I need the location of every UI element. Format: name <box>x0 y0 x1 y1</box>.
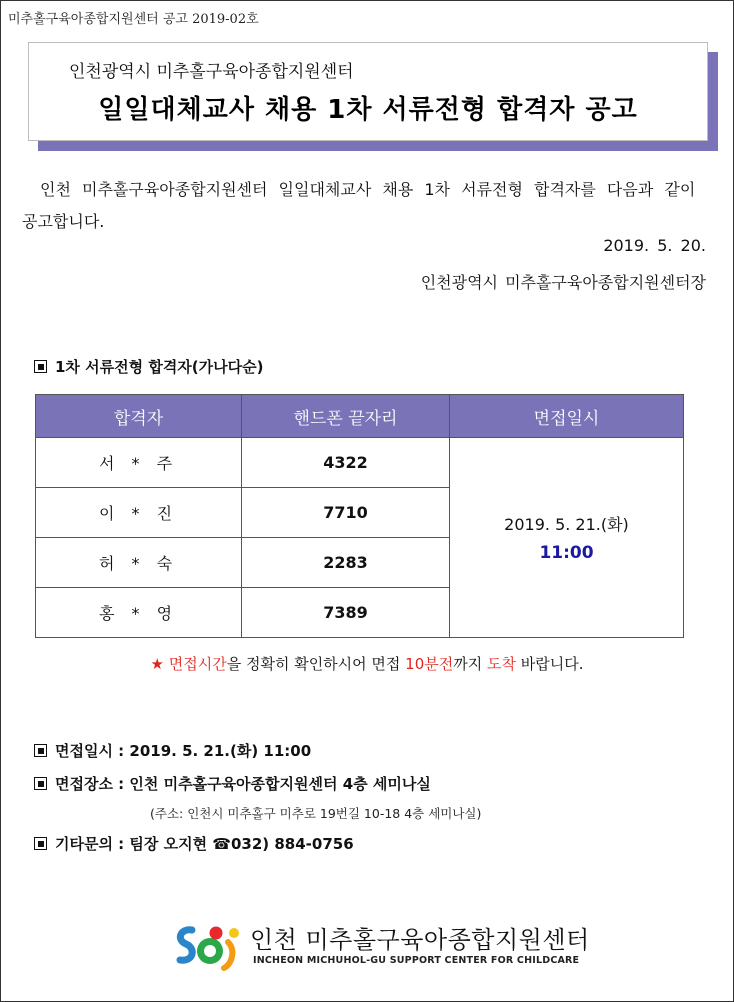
interview-date: 2019. 5. 21.(화) <box>504 515 629 534</box>
header-phone-digits: 핸드폰 끝자리 <box>242 395 450 438</box>
header-name: 합격자 <box>36 395 242 438</box>
results-table <box>35 394 684 638</box>
candidate-name: 이 * 진 <box>36 488 242 538</box>
header-interview-datetime: 면접일시 <box>450 395 684 438</box>
square-bullet-icon <box>34 777 47 790</box>
table-row <box>36 438 684 488</box>
interview-time: 11:00 <box>539 543 594 563</box>
candidate-name: 허 * 숙 <box>36 538 242 588</box>
info-interview-place <box>34 773 431 794</box>
footer-logo <box>0 918 734 978</box>
intro-paragraph: 인천 미추홀구육아종합지원센터 일일대체교사 채용 1차 서류전형 합격자를 다음과 같이 공고합니다. <box>22 180 696 231</box>
square-bullet-icon <box>34 837 47 850</box>
title-box <box>28 42 708 141</box>
info-address: (주소: 인천시 미추홀구 미추로 19번길 10-18 4층 세미나실) <box>150 806 482 821</box>
center-logo-icon <box>170 920 246 972</box>
square-bullet-icon <box>34 360 47 373</box>
table-header-row <box>36 395 684 438</box>
square-bullet-icon <box>34 744 47 757</box>
info-interview-place-text: 면접장소 : 인천 미추홀구육아종합지원센터 4층 세미나실 <box>55 775 431 793</box>
info-interview-datetime-text: 면접일시 : 2019. 5. 21.(화) 11:00 <box>55 742 312 760</box>
announcement-date: 2019. 5. 20. <box>603 236 706 255</box>
logo-subtitle: INCHEON MICHUHOL-GU SUPPORT CENTER FOR CHILDCARE <box>253 955 580 966</box>
arrival-notice <box>0 653 734 674</box>
notice-highlight-arrival: 도착 <box>487 655 516 673</box>
info-contact <box>34 833 354 854</box>
star-icon: ★ <box>150 655 164 673</box>
interview-datetime-cell <box>450 438 684 638</box>
phone-digits: 2283 <box>242 538 450 588</box>
info-contact-text: 기타문의 : 팀장 오지현 ☎032) 884-0756 <box>55 835 354 853</box>
notice-highlight-time: 면접시간 <box>168 655 227 673</box>
candidate-name: 홍 * 영 <box>36 588 242 638</box>
phone-digits: 7389 <box>242 588 450 638</box>
notice-highlight-minutes: 10분전 <box>405 655 454 673</box>
title-organization: 인천광역시 미추홀구육아종합지원센터 <box>69 62 354 82</box>
notice-text: 을 정확히 확인하시어 면접 <box>226 655 406 673</box>
phone-digits: 7710 <box>242 488 450 538</box>
section-title-text: 1차 서류전형 합격자(가나다순) <box>55 358 264 376</box>
logo-text: 인천 미추홀구육아종합지원센터 <box>250 926 590 954</box>
notice-text: 까지 <box>453 655 487 673</box>
phone-digits: 4322 <box>242 438 450 488</box>
notice-text: 바랍니다. <box>515 655 584 673</box>
notice-number: 미추홀구육아종합지원센터 공고 2019-02호 <box>8 12 259 27</box>
section-title <box>34 356 263 377</box>
signer: 인천광역시 미추홀구육아종합지원센터장 <box>420 273 706 292</box>
info-interview-datetime <box>34 740 311 761</box>
page-title: 일일대체교사 채용 1차 서류전형 합격자 공고 <box>98 95 638 125</box>
candidate-name: 서 * 주 <box>36 438 242 488</box>
